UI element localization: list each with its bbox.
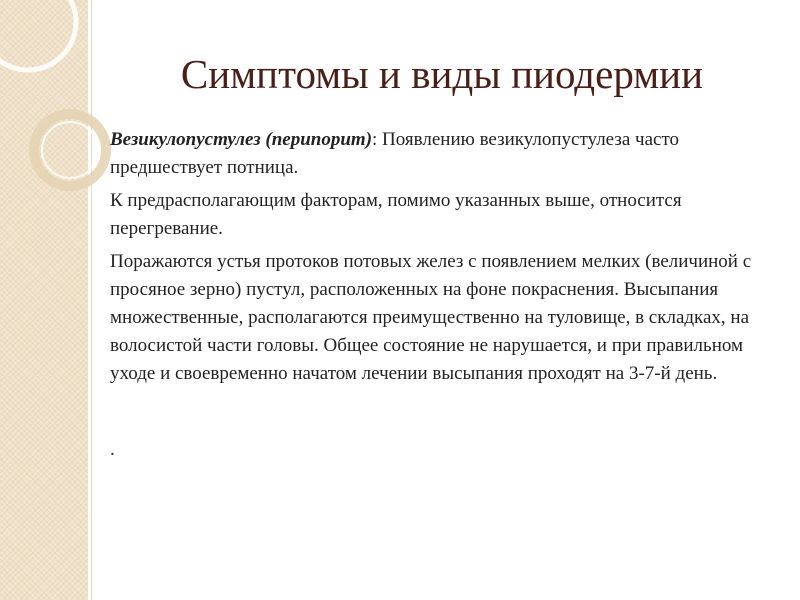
paragraph-dot: . [110,439,115,460]
paragraph-factors: К предрасполагающим факторам, помимо указанных выше, относится перегревание. [110,190,682,239]
term-heading: Везикулопустулез (перипорит) [110,129,373,150]
decorative-rings [0,0,120,220]
decorative-ring-small [42,122,98,178]
slide-title: Симптомы и виды пиодермии [180,51,704,97]
slide-body [110,126,785,469]
paragraph-intro [110,126,785,182]
paragraph-description: Поражаются устья протоков потовых желез с появлением мелких (величиной с просяное зерно) пустул, расположенных на фоне покраснения. Высыпания множественные, располагаются преимущественно на туловище, в складках, на волосистой части головы. Общее состояние не нарушается, и при правильном уходе и своевременно начатом лечении высыпания проходят на 3-7-й день. [110,251,752,384]
decorative-ring-large [0,0,76,70]
paragraph-intro-text: : Появлению везикулопустулеза часто предшествует потница. [110,129,680,178]
decorative-ring-medium [34,114,106,186]
